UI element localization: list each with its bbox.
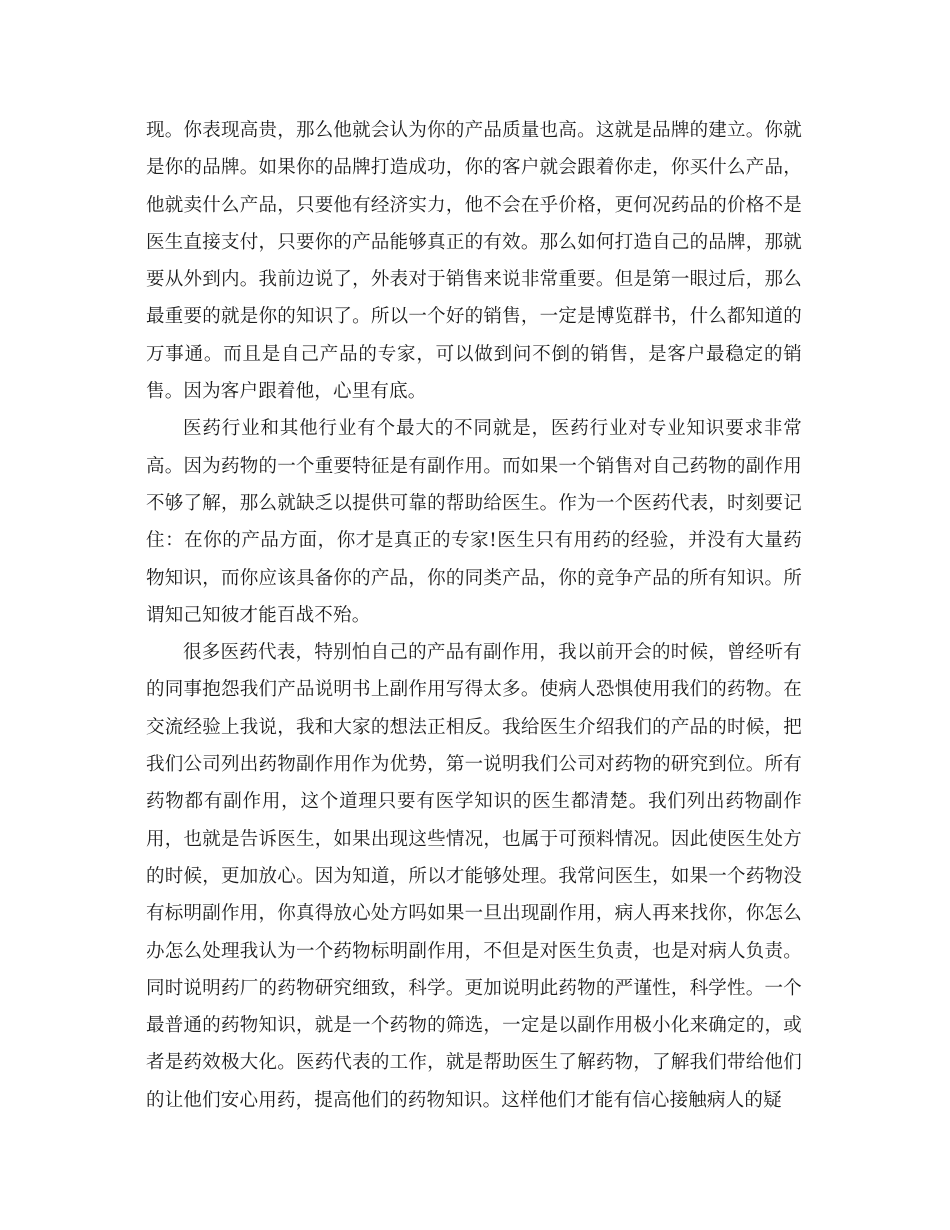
paragraph-1: 现。你表现高贵，那么他就会认为你的产品质量也高。这就是品牌的建立。你就是你的品牌。如果你的品牌打造成功，你的客户就会跟着你走，你买什么产品，他就卖什么产品，只要他有经济实力，他不会在乎价格，更何况药品的价格不是医生直接支付，只要你的产品能够真正的有效。那么如何打造自己的品牌，那就要从外到内。我前边说了，外表对于销售来说非常重要。但是第一眼过后，那么最重要的就是你的知识了。所以一个好的销售，一定是博览群书，什么都知道的万事通。而且是自己产品的专家，可以做到问不倒的销售，是客户最稳定的销售。因为客户跟着他，心里有底。: [146, 120, 802, 403]
paragraph-3: 很多医药代表，特别怕自己的产品有副作用，我以前开会的时候，曾经听有的同事抱怨我们产品说明书上副作用写得太多。使病人恐惧使用我们的药物。在交流经验上我说，我和大家的想法正相反。我给医生介绍我们的产品的时候，把我们公司列出药物副作用作为优势，第一说明我们公司对药物的研究到位。所有药物都有副作用，这个道理只要有医学知识的医生都清楚。我们列出药物副作用，也就是告诉医生，如果出现这些情况，也属于可预料情况。因此使医生处方的时候，更加放心。因为知道，所以才能够处理。我常问医生，如果一个药物没有标明副作用，你真得放心处方吗如果一旦出现副作用，病人再来找你，你怎么办怎么处理我认为一个药物标明副作用，不但是对医生负责，也是对病人负责。同时说明药厂的药物研究细致，科学。更加说明此药物的严谨性，科学性。一个最普通的药物知识，就是一个药物的筛选，一定是以副作用极小化来确定的，或者是药效极大化。医药代表的工作，就是帮助医生了解药物，了解我们带给他们的让他们安心用药，提高他们的药物知识。这样他们才能有信心接触病人的疑: [146, 642, 802, 1111]
document-body: [146, 112, 802, 1119]
paragraph-2: 医药行业和其他行业有个最大的不同就是，医药行业对专业知识要求非常高。因为药物的一个重要特征是有副作用。而如果一个销售对自己药物的副作用不够了解，那么就缺乏以提供可靠的帮助给医生。作为一个医药代表，时刻要记住：在你的产品方面，你才是真正的专家!医生只有用药的经验，并没有大量药物知识，而你应该具备你的产品，你的同类产品，你的竞争产品的所有知识。所谓知己知彼才能百战不殆。: [146, 418, 802, 626]
